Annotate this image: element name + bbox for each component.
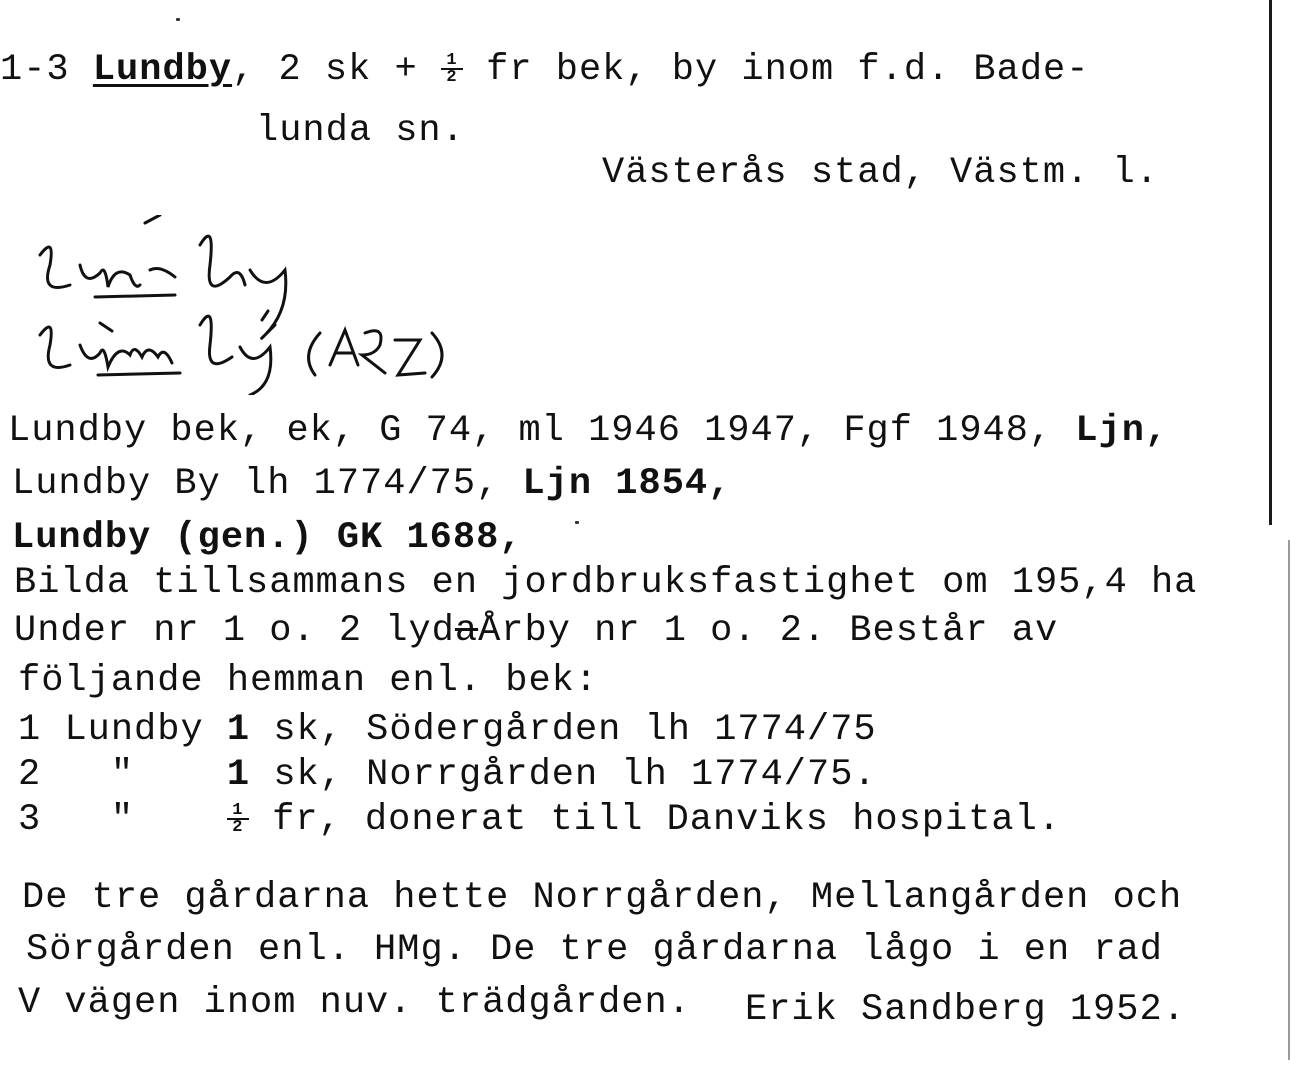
ref-line-1: Lundby bek, ek, G 74, ml 1946 1947, Fgf 1948, Ljn, [8,410,1169,452]
signature: Erik Sandberg 1952. [745,989,1186,1031]
card-edge-line [1269,0,1272,525]
hemman-row: 2 " 1 sk, Norrgården lh 1774/75. [18,754,877,796]
header-line-2: lunda sn. [256,110,465,152]
fraction-half: $\frac{1}{2}$ [441,53,463,85]
handwritten-pronunciation [0,215,480,395]
note-line-3: V vägen inom nuv. trädgården. [18,982,691,1024]
speck [575,521,579,524]
body-line-1: Bilda tillsammans en jordbruksfastighet om 195,4 ha [14,562,1198,604]
speck [176,18,180,21]
hemman-row: 1 Lundby 1 sk, Södergården lh 1774/75 [18,709,877,751]
parish-county: Västerås stad, Västm. l. [602,152,1159,194]
body-line-2: Under nr 1 o. 2 lydaÅrby nr 1 o. 2. Består av [14,610,1059,652]
note-line-1: De tre gårdarna hette Norrgården, Mellangården och [22,877,1183,919]
ref-line-2: Lundby By lh 1774/75, Ljn 1854, [12,463,732,505]
fraction-half: $\frac{1}{2}$ [227,803,249,835]
place-name: Lundby [92,49,233,91]
ref-line-3: Lundby (gen.) GK 1688, [12,517,523,559]
note-line-2: Sörgården enl. HMg. De tre gårdarna lågo i en rad [26,929,1163,971]
body-line-3: följande hemman enl. bek: [18,660,599,702]
hemman-row: 3 " $\frac{1}{2}$ fr, donerat till Danviks hospital. [18,799,1062,841]
header-line-1: 1-3 Lundby, 2 sk + $\frac{1}{2}$ fr bek, by inom f.d. Bade- [0,49,1090,91]
card-edge-line-lower [1288,540,1290,1060]
entry-number: 1-3 [0,49,70,91]
